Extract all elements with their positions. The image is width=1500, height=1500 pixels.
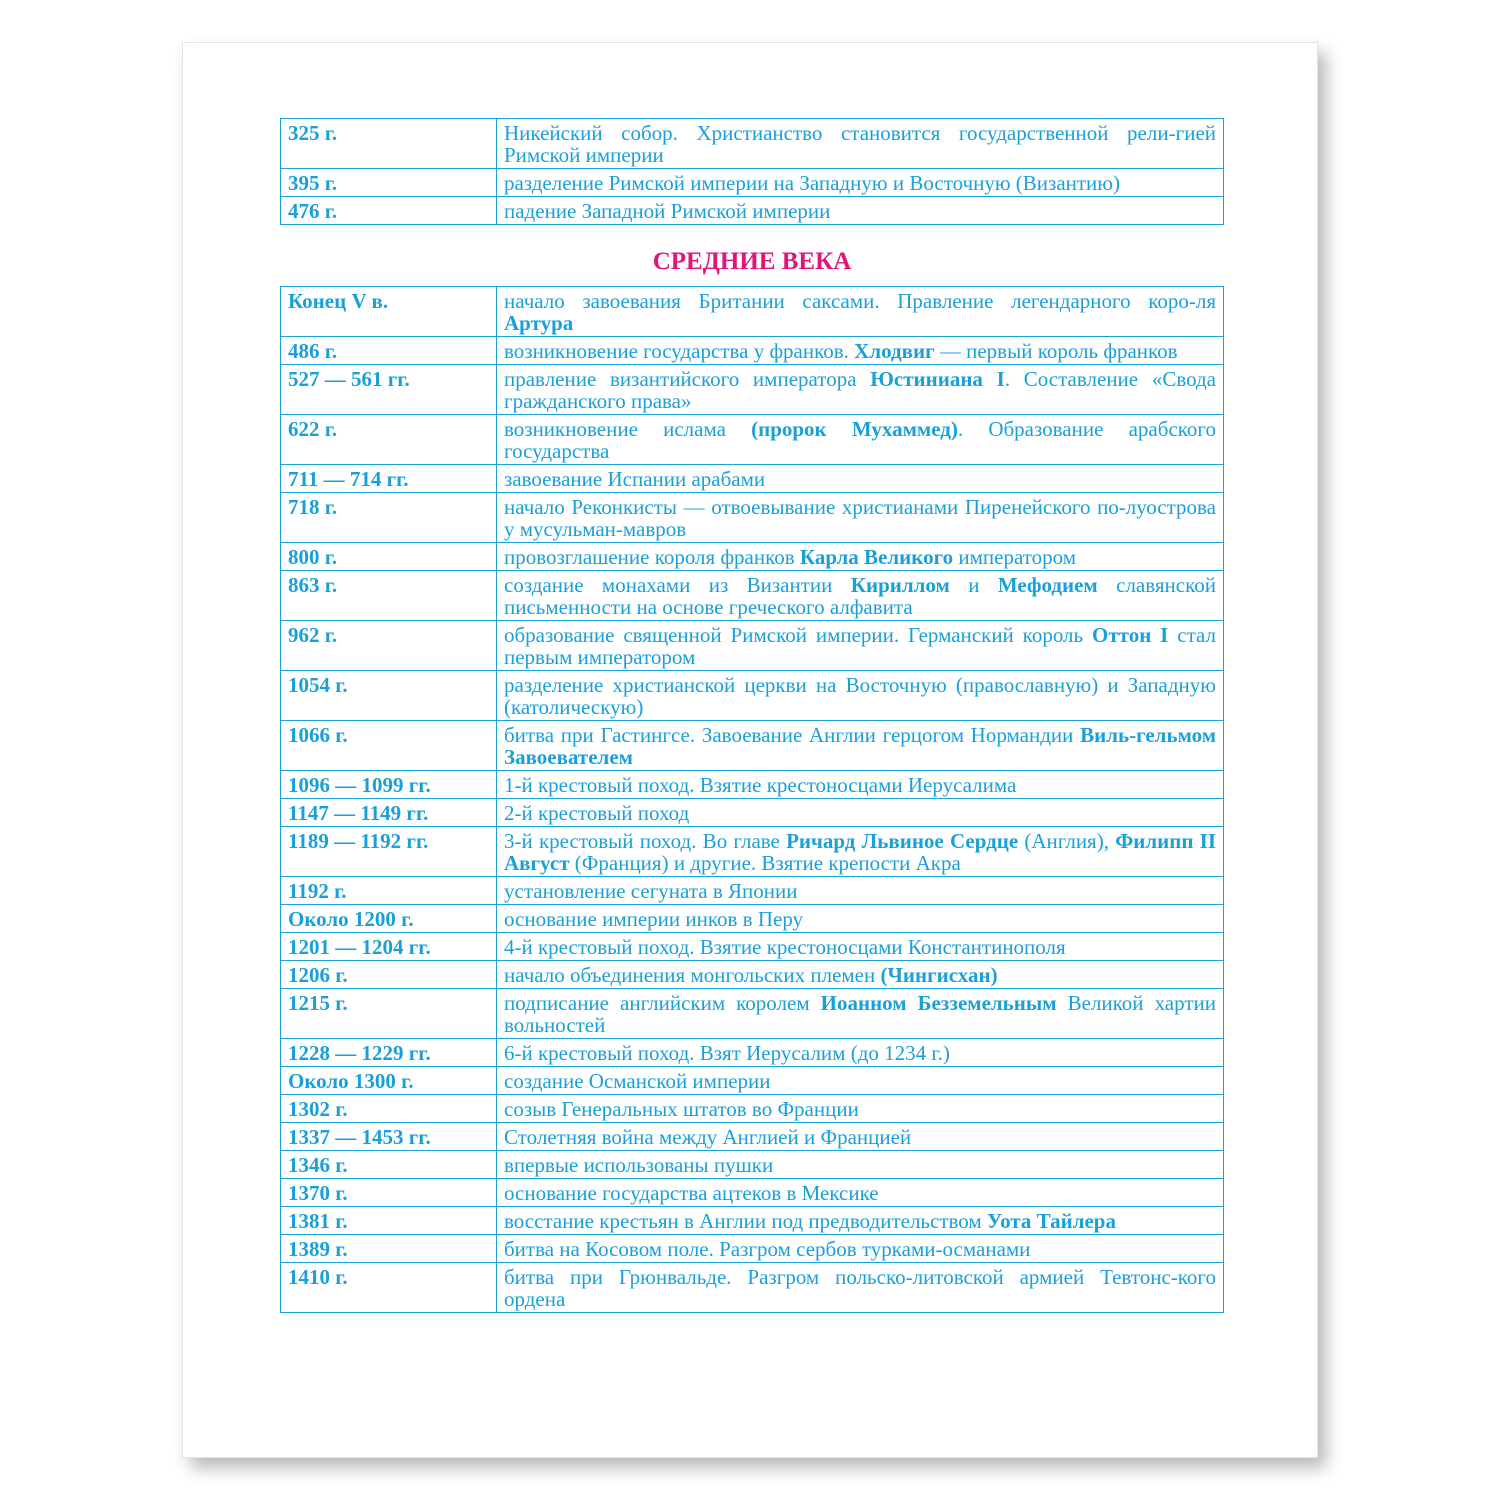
timeline-row xyxy=(281,337,1224,365)
timeline-date: 1189 — 1192 гг. xyxy=(281,827,497,877)
timeline-event xyxy=(497,877,1224,905)
event-text: восстание крестьян в Англии под предводительством xyxy=(504,1209,987,1233)
timeline-event xyxy=(497,415,1224,465)
timeline-row xyxy=(281,905,1224,933)
timeline-row xyxy=(281,989,1224,1039)
ancient-timeline-table xyxy=(280,118,1224,225)
event-text: и xyxy=(949,573,998,597)
event-highlight-text: Кириллом xyxy=(850,573,950,597)
event-text: правление византийского императора xyxy=(504,367,871,391)
timeline-event xyxy=(497,771,1224,799)
timeline-row xyxy=(281,493,1224,543)
event-highlight-text: Оттон I xyxy=(1092,623,1169,647)
timeline-row xyxy=(281,169,1224,197)
event-text: — первый король франков xyxy=(934,339,1178,363)
timeline-row xyxy=(281,1095,1224,1123)
event-text: начало завоевания Британии саксами. Правление легендарного коро-ля xyxy=(504,289,1216,313)
timeline-date: 1054 г. xyxy=(281,671,497,721)
timeline-date: 1215 г. xyxy=(281,989,497,1039)
event-highlight-text: Юстиниана I xyxy=(870,367,1005,391)
event-highlight-text: (Чингисхан) xyxy=(880,963,998,987)
event-text: (Англия), xyxy=(1018,829,1116,853)
timeline-date: 395 г. xyxy=(281,169,497,197)
timeline-date: 325 г. xyxy=(281,119,497,169)
event-highlight-text: Ричард Львиное Сердце xyxy=(786,829,1019,853)
event-text: Столетняя война между Англией и Францией xyxy=(504,1125,912,1149)
timeline-event xyxy=(497,827,1224,877)
section-title-middle-ages: СРЕДНИЕ ВЕКА xyxy=(652,248,852,275)
timeline-date: 1370 г. xyxy=(281,1179,497,1207)
event-text: провозглашение короля франков xyxy=(504,545,800,569)
event-highlight-text: Хлодвиг xyxy=(854,339,935,363)
timeline-date: 1096 — 1099 гг. xyxy=(281,771,497,799)
timeline-row xyxy=(281,721,1224,771)
timeline-date: 1066 г. xyxy=(281,721,497,771)
event-text: создание Османской империи xyxy=(504,1069,771,1093)
medieval-timeline-table xyxy=(280,286,1224,1313)
timeline-row xyxy=(281,1039,1224,1067)
timeline-date: 1192 г. xyxy=(281,877,497,905)
timeline-row xyxy=(281,1179,1224,1207)
event-text: императором xyxy=(953,545,1077,569)
timeline-row xyxy=(281,197,1224,225)
event-text: основание государства ацтеков в Мексике xyxy=(504,1181,879,1205)
timeline-event xyxy=(497,671,1224,721)
timeline-row xyxy=(281,1151,1224,1179)
timeline-date: Конец V в. xyxy=(281,287,497,337)
event-highlight-text: Артура xyxy=(504,311,574,335)
timeline-event xyxy=(497,571,1224,621)
timeline-event xyxy=(497,365,1224,415)
timeline-event xyxy=(497,1207,1224,1235)
event-text: подписание английским королем xyxy=(504,991,821,1015)
timeline-row xyxy=(281,119,1224,169)
event-text: 1-й крестовый поход. Взятие крестоносцами Иерусалима xyxy=(504,773,1017,797)
event-text: падение Западной Римской империи xyxy=(504,199,831,223)
timeline-date: 1206 г. xyxy=(281,961,497,989)
event-text: начало Реконкисты — отвоевывание христианами Пиренейского по-луострова у мусульман-мавров xyxy=(504,495,1216,541)
timeline-row xyxy=(281,671,1224,721)
timeline-event xyxy=(497,721,1224,771)
event-text: образование священной Римской империи. Германский король xyxy=(504,623,1092,647)
timeline-event xyxy=(497,621,1224,671)
timeline-row xyxy=(281,1235,1224,1263)
timeline-event xyxy=(497,1151,1224,1179)
event-text: возникновение ислама xyxy=(504,417,752,441)
timeline-row xyxy=(281,771,1224,799)
timeline-row xyxy=(281,465,1224,493)
event-text: (Франция) и другие. Взятие крепости Акра xyxy=(569,851,961,875)
timeline-event xyxy=(497,1067,1224,1095)
timeline-date: 476 г. xyxy=(281,197,497,225)
timeline-event xyxy=(497,1039,1224,1067)
timeline-event xyxy=(497,543,1224,571)
event-highlight-text: Иоанном Безземельным xyxy=(820,991,1057,1015)
timeline-date: 527 — 561 гг. xyxy=(281,365,497,415)
event-text: основание империи инков в Перу xyxy=(504,907,804,931)
event-highlight-text: Уота Тайлера xyxy=(986,1209,1116,1233)
timeline-event xyxy=(497,905,1224,933)
event-text: стал первым императором xyxy=(504,623,1216,669)
event-highlight-text: Филипп II Август xyxy=(504,829,1216,875)
event-text: . Составление «Свода гражданского права» xyxy=(504,367,1217,413)
timeline-event xyxy=(497,337,1224,365)
timeline-event xyxy=(497,799,1224,827)
timeline-event xyxy=(497,989,1224,1039)
medieval-timeline-body xyxy=(281,287,1224,1313)
event-text: 3-й крестовый поход. Во главе xyxy=(504,829,787,853)
timeline-row xyxy=(281,877,1224,905)
event-text: славянской письменности на основе греческого алфавита xyxy=(504,573,1216,619)
timeline-event xyxy=(497,197,1224,225)
timeline-event xyxy=(497,1179,1224,1207)
event-highlight-text: Мефодием xyxy=(997,573,1098,597)
timeline-date: 962 г. xyxy=(281,621,497,671)
timeline-date: 1389 г. xyxy=(281,1235,497,1263)
event-text: . Образование арабского государства xyxy=(504,417,1216,463)
event-text: битва на Косовом поле. Разгром сербов турками-османами xyxy=(504,1237,1031,1261)
timeline-event xyxy=(497,465,1224,493)
timeline-event xyxy=(497,493,1224,543)
event-text: возникновение государства у франков. xyxy=(504,339,855,363)
event-text: начало объединения монгольских племен xyxy=(504,963,881,987)
timeline-row xyxy=(281,543,1224,571)
event-highlight-text: Карла Великого xyxy=(799,545,954,569)
timeline-date: 1147 — 1149 гг. xyxy=(281,799,497,827)
timeline-date: 622 г. xyxy=(281,415,497,465)
event-text: 4-й крестовый поход. Взятие крестоносцами Константинополя xyxy=(504,935,1066,959)
event-text: создание монахами из Византии xyxy=(504,573,851,597)
timeline-event xyxy=(497,961,1224,989)
timeline-date: 1228 — 1229 гг. xyxy=(281,1039,497,1067)
timeline-row xyxy=(281,827,1224,877)
event-text: Великой хартии вольностей xyxy=(504,991,1216,1037)
event-text: битва при Грюнвальде. Разгром польско-литовской армией Тевтонс-кого ордена xyxy=(504,1265,1216,1311)
timeline-date: 1302 г. xyxy=(281,1095,497,1123)
timeline-date: 1410 г. xyxy=(281,1263,497,1313)
timeline-row xyxy=(281,961,1224,989)
timeline-row xyxy=(281,365,1224,415)
timeline-event xyxy=(497,933,1224,961)
timeline-event xyxy=(497,1263,1224,1313)
timeline-date: 1337 — 1453 гг. xyxy=(281,1123,497,1151)
timeline-date: 863 г. xyxy=(281,571,497,621)
timeline-event xyxy=(497,1235,1224,1263)
timeline-row xyxy=(281,415,1224,465)
timeline-row xyxy=(281,1263,1224,1313)
timeline-row xyxy=(281,287,1224,337)
event-text: разделение христианской церкви на Восточную (православную) и Западную (католическую) xyxy=(504,673,1216,719)
book-page xyxy=(182,42,1318,1458)
timeline-row xyxy=(281,933,1224,961)
event-text: Никейский собор. Христианство становится государственной рели-гией Римской империи xyxy=(504,121,1216,167)
timeline-date: Около 1300 г. xyxy=(281,1067,497,1095)
event-text: 2-й крестовый поход xyxy=(504,801,690,825)
timeline-date: 711 — 714 гг. xyxy=(281,465,497,493)
ancient-timeline-body xyxy=(281,119,1224,225)
timeline-row xyxy=(281,1123,1224,1151)
event-text: впервые использованы пушки xyxy=(504,1153,774,1177)
timeline-row xyxy=(281,1067,1224,1095)
timeline-event xyxy=(497,119,1224,169)
timeline-date: 1346 г. xyxy=(281,1151,497,1179)
timeline-event xyxy=(497,1123,1224,1151)
timeline-row xyxy=(281,571,1224,621)
event-highlight-text: (пророк Мухаммед) xyxy=(751,417,958,441)
timeline-row xyxy=(281,621,1224,671)
timeline-event xyxy=(497,1095,1224,1123)
timeline-date: 718 г. xyxy=(281,493,497,543)
timeline-event xyxy=(497,169,1224,197)
timeline-date: 1201 — 1204 гг. xyxy=(281,933,497,961)
event-text: завоевание Испании арабами xyxy=(504,467,766,491)
event-text: 6-й крестовый поход. Взят Иерусалим (до 1234 г.) xyxy=(504,1041,950,1065)
timeline-date: 800 г. xyxy=(281,543,497,571)
event-text: битва при Гастингсе. Завоевание Англии герцогом Нормандии xyxy=(504,723,1081,747)
event-text: разделение Римской империи на Западную и Восточную (Византию) xyxy=(504,171,1120,195)
timeline-row xyxy=(281,1207,1224,1235)
timeline-date: Около 1200 г. xyxy=(281,905,497,933)
event-text: созыв Генеральных штатов во Франции xyxy=(504,1097,859,1121)
timeline-date: 486 г. xyxy=(281,337,497,365)
event-highlight-text: Виль-гельмом Завоевателем xyxy=(504,723,1216,769)
timeline-row xyxy=(281,799,1224,827)
timeline-date: 1381 г. xyxy=(281,1207,497,1235)
event-text: установление сегуната в Японии xyxy=(504,879,798,903)
timeline-event xyxy=(497,287,1224,337)
